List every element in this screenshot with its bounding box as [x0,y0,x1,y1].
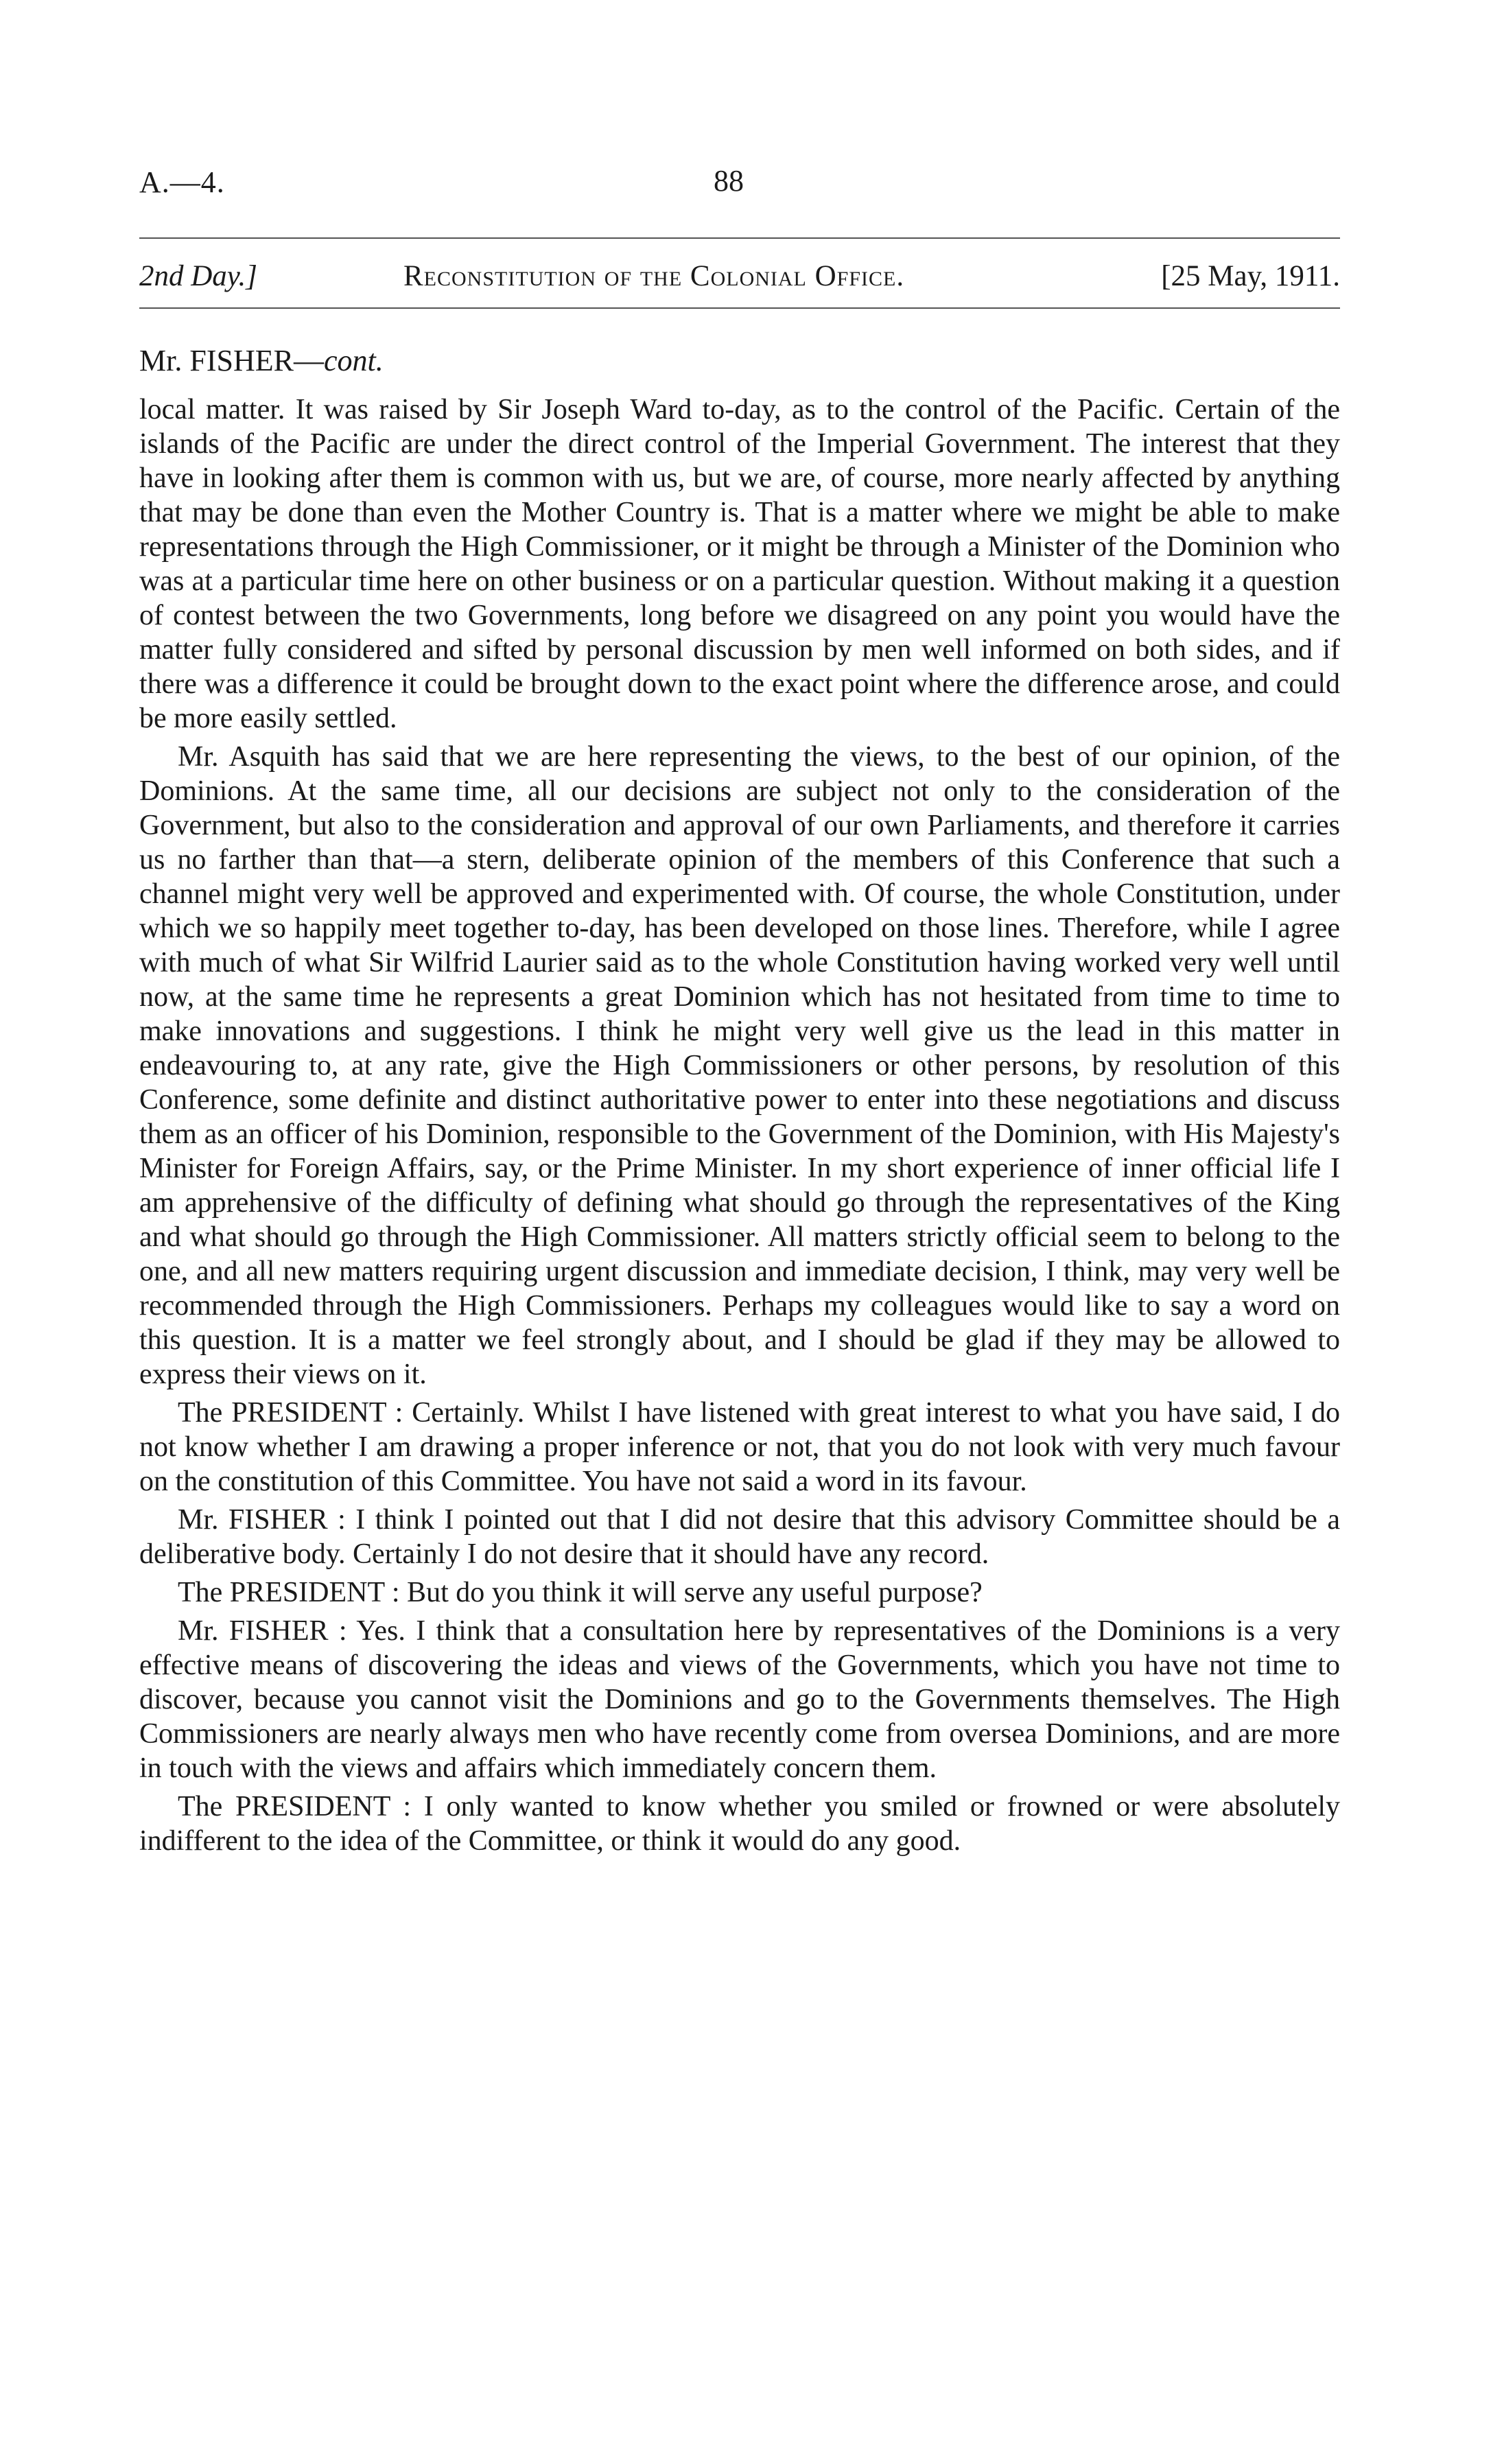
body-text [139,392,1340,1862]
paragraph: The PRESIDENT : But do you think it will serve any useful purpose? [178,1577,983,1608]
page-reference: A.—4. [139,165,225,199]
running-head-date: [25 May, 1911. [1161,260,1340,292]
speaker-cont-label: cont. [323,344,384,377]
speaker-name: Mr. FISHER— [139,344,324,377]
paragraph: The PRESIDENT : Certainly. Whilst I have listened with great interest to what you have said, I do not know whether I am drawing a proper inference or not, that you do not look with very much favour on the constitution of this Committee. You have not said a word in its favour. [139,1397,1340,1497]
paragraph: local matter. It was raised by Sir Joseph Ward to-day, as to the control of the Pacific. Certain of the islands of the Pacific are under the direct control of the Imperial Government. The interest that they have in looking after them is common with us, but we are, of course, more nearly affected by anything that may be done than even the Mother Country is. That is a matter where we might be able to make representations through the High Commissioner, or it might be through a Minister of the Dominion who was at a particular time here on other business or on a particular question. Without making it a question of contest between the two Governments, long before we disagreed on any point you would have the matter fully considered and sifted by personal discussion by men well informed on both sides, and if there was a difference it could be brought down to the exact point where the difference arose, and could be more easily settled. [139,394,1340,734]
paragraph: Mr. FISHER : I think I pointed out that I did not desire that this advisory Committee should be a deliberative body. Certainly I do not desire that it should have any record. [139,1504,1340,1570]
running-head-title: Reconstitution of the Colonial Office. [403,260,905,292]
paragraph: The PRESIDENT : I only wanted to know whether you smiled or frowned or were absolutely indifferent to the idea of the Committee, or think it would do any good. [139,1791,1340,1857]
speaker-heading [139,343,384,378]
running-head-day: 2nd Day.] [139,260,257,292]
page-number: 88 [714,164,744,198]
paragraph: Mr. FISHER : Yes. I think that a consultation here by representatives of the Dominions is a very effective means of discovering the ideas and views of the Governments, which you have not time to discover, because you cannot visit the Dominions and go to the Governments themselves. The High Commissioners are nearly always men who have recently come from oversea Dominions, and are more in touch with the views and affairs which immediately concern them. [139,1615,1340,1784]
header-rule-top [139,237,1340,239]
running-head [139,259,1340,298]
paragraph: Mr. Asquith has said that we are here representing the views, to the best of our opinion, of the Dominions. At the same time, all our decisions are subject not only to the consideration of the Government, but also to the consideration and approval of our own Parliaments, and therefore it carries us no farther than that—a stern, deliberate opinion of the members of this Conference that such a channel might very well be approved and experimented with. Of course, the whole Constitution, under which we so happily meet together to-day, has been developed on those lines. Therefore, while I agree with much of what Sir Wilfrid Laurier said as to the whole Constitution having worked very well until now, at the same time he represents a great Dominion which has not hesitated from time to time to make innovations and suggestions. I think he might very well give us the lead in this matter in endeavouring to, at any rate, give the High Commissioners or other persons, by resolution of this Conference, some definite and distinct authoritative power to enter into these negotiations and discuss them as an officer of his Dominion, responsible to the Government of the Dominion, with His Majesty's Minister for Foreign Affairs, say, or the Prime Minister. In my short experience of inner official life I am apprehensive of the difficulty of defining what should go through the representatives of the King and what should go through the High Commissioner. All matters strictly official seem to belong to the one, and all new matters requiring urgent discussion and immediate decision, I think, may very well be recommended through the High Commissioners. Perhaps my colleagues would like to say a word on this question. It is a matter we feel strongly about, and I should be glad if they may be allowed to express their views on it. [139,741,1340,1390]
header-rule-bottom [139,307,1340,309]
